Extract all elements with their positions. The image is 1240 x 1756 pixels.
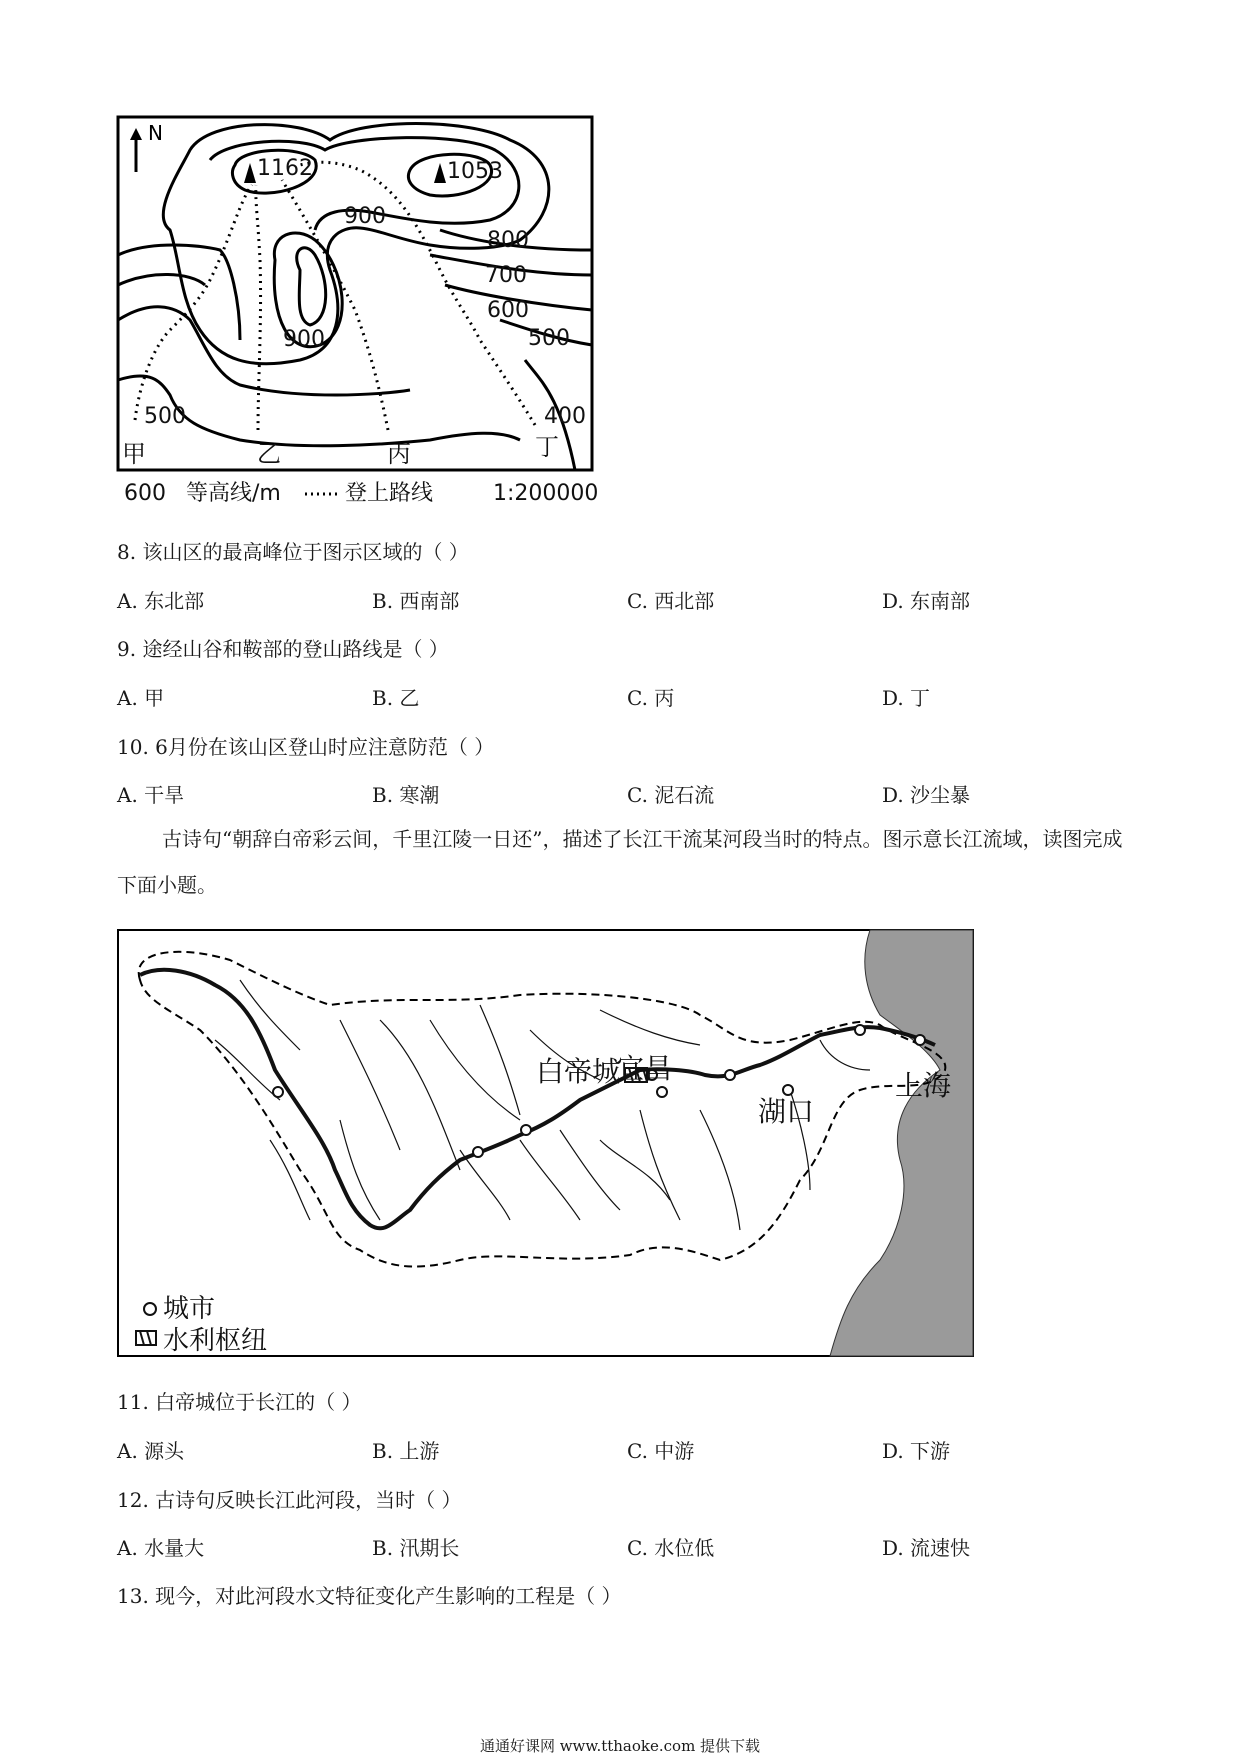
city-marker bbox=[783, 1085, 793, 1095]
route-label-yi: 乙 bbox=[257, 440, 281, 468]
contour-label: 600 bbox=[487, 298, 529, 323]
label-yichang: 宜昌 bbox=[616, 1052, 673, 1085]
option[interactable]: B. 汛期长 bbox=[372, 1536, 460, 1560]
city-marker bbox=[273, 1087, 283, 1097]
city-marker bbox=[473, 1147, 483, 1157]
contour-label: 700 bbox=[485, 263, 527, 288]
option[interactable]: A. 水量大 bbox=[117, 1536, 205, 1560]
label-shanghai: 上海 bbox=[895, 1069, 952, 1102]
contour-label: 900 bbox=[283, 327, 325, 352]
legend-dam-label: 水利枢纽 bbox=[163, 1326, 268, 1356]
passage: 古诗句“朝辞白帝彩云间，千里江陵一日还”，描述了长江干流某河段当时的特点。图示意长江流域，读图完成下面小题。 bbox=[117, 827, 1123, 897]
option[interactable]: D. 流速快 bbox=[882, 1536, 971, 1560]
option[interactable]: C. 中游 bbox=[627, 1439, 695, 1463]
peak-1162-label: 1162 bbox=[257, 156, 313, 181]
topographic-map bbox=[0, 0, 1240, 520]
contour-label: 900 bbox=[344, 204, 386, 229]
route-label-bing: 丙 bbox=[387, 440, 411, 468]
legend-city-icon bbox=[144, 1303, 156, 1315]
legend-contour-text: 等高线/m bbox=[186, 481, 281, 506]
legend-contour-sample: 600 bbox=[124, 481, 166, 506]
option[interactable]: A. 甲 bbox=[117, 686, 165, 710]
page-footer: 通通好课网 www.tthaoke.com 提供下载 bbox=[479, 1737, 761, 1755]
option[interactable]: B. 乙 bbox=[372, 686, 420, 710]
option[interactable]: D. 东南部 bbox=[882, 589, 971, 613]
option[interactable]: B. 寒潮 bbox=[372, 783, 440, 807]
option[interactable]: B. 西南部 bbox=[372, 589, 460, 613]
north-label: N bbox=[148, 121, 163, 145]
question-12: 12. 古诗句反映长江此河段，当时（ ） bbox=[117, 1488, 462, 1512]
option[interactable]: A. 干旱 bbox=[117, 783, 185, 807]
option[interactable]: C. 水位低 bbox=[627, 1536, 715, 1560]
option[interactable]: B. 上游 bbox=[372, 1439, 440, 1463]
option[interactable]: C. 西北部 bbox=[627, 589, 715, 613]
question-13: 13. 现今，对此河段水文特征变化产生影响的工程是（ ） bbox=[117, 1584, 622, 1608]
question-11: 11. 白帝城位于长江的（ ） bbox=[117, 1390, 362, 1414]
contour-label: 500 bbox=[528, 326, 570, 351]
question-9: 9. 途经山谷和鞍部的登山路线是（ ） bbox=[117, 637, 449, 661]
label-hukou: 湖口 bbox=[758, 1095, 815, 1128]
yangtze-basin-map bbox=[0, 920, 1240, 1360]
city-marker bbox=[915, 1035, 925, 1045]
contour-label: 800 bbox=[487, 228, 529, 253]
option[interactable]: A. 东北部 bbox=[117, 589, 205, 613]
city-marker bbox=[521, 1125, 531, 1135]
peak-1053-label: 1053 bbox=[447, 159, 503, 184]
option[interactable]: A. 源头 bbox=[117, 1439, 185, 1463]
option[interactable]: D. 下游 bbox=[882, 1439, 951, 1463]
question-8: 8. 该山区的最高峰位于图示区域的（ ） bbox=[117, 540, 469, 564]
option[interactable]: D. 丁 bbox=[882, 686, 931, 710]
question-10: 10. 6月份在该山区登山时应注意防范（ ） bbox=[117, 735, 495, 759]
legend-route-text: 登上路线 bbox=[345, 481, 434, 506]
option[interactable]: D. 沙尘暴 bbox=[882, 783, 971, 807]
option[interactable]: C. 泥石流 bbox=[627, 783, 715, 807]
option[interactable]: C. 丙 bbox=[627, 686, 675, 710]
city-marker bbox=[657, 1087, 667, 1097]
route-label-ding: 丁 bbox=[535, 433, 559, 461]
contour-label: 400 bbox=[544, 404, 586, 429]
route-label-jia: 甲 bbox=[122, 440, 146, 468]
legend-city-label: 城市 bbox=[163, 1294, 216, 1324]
contour-label: 500 bbox=[144, 404, 186, 429]
city-marker bbox=[725, 1070, 735, 1080]
map-scale: 1:200000 bbox=[493, 481, 599, 506]
label-baidicheng: 白帝城 bbox=[536, 1055, 621, 1088]
city-marker bbox=[855, 1025, 865, 1035]
